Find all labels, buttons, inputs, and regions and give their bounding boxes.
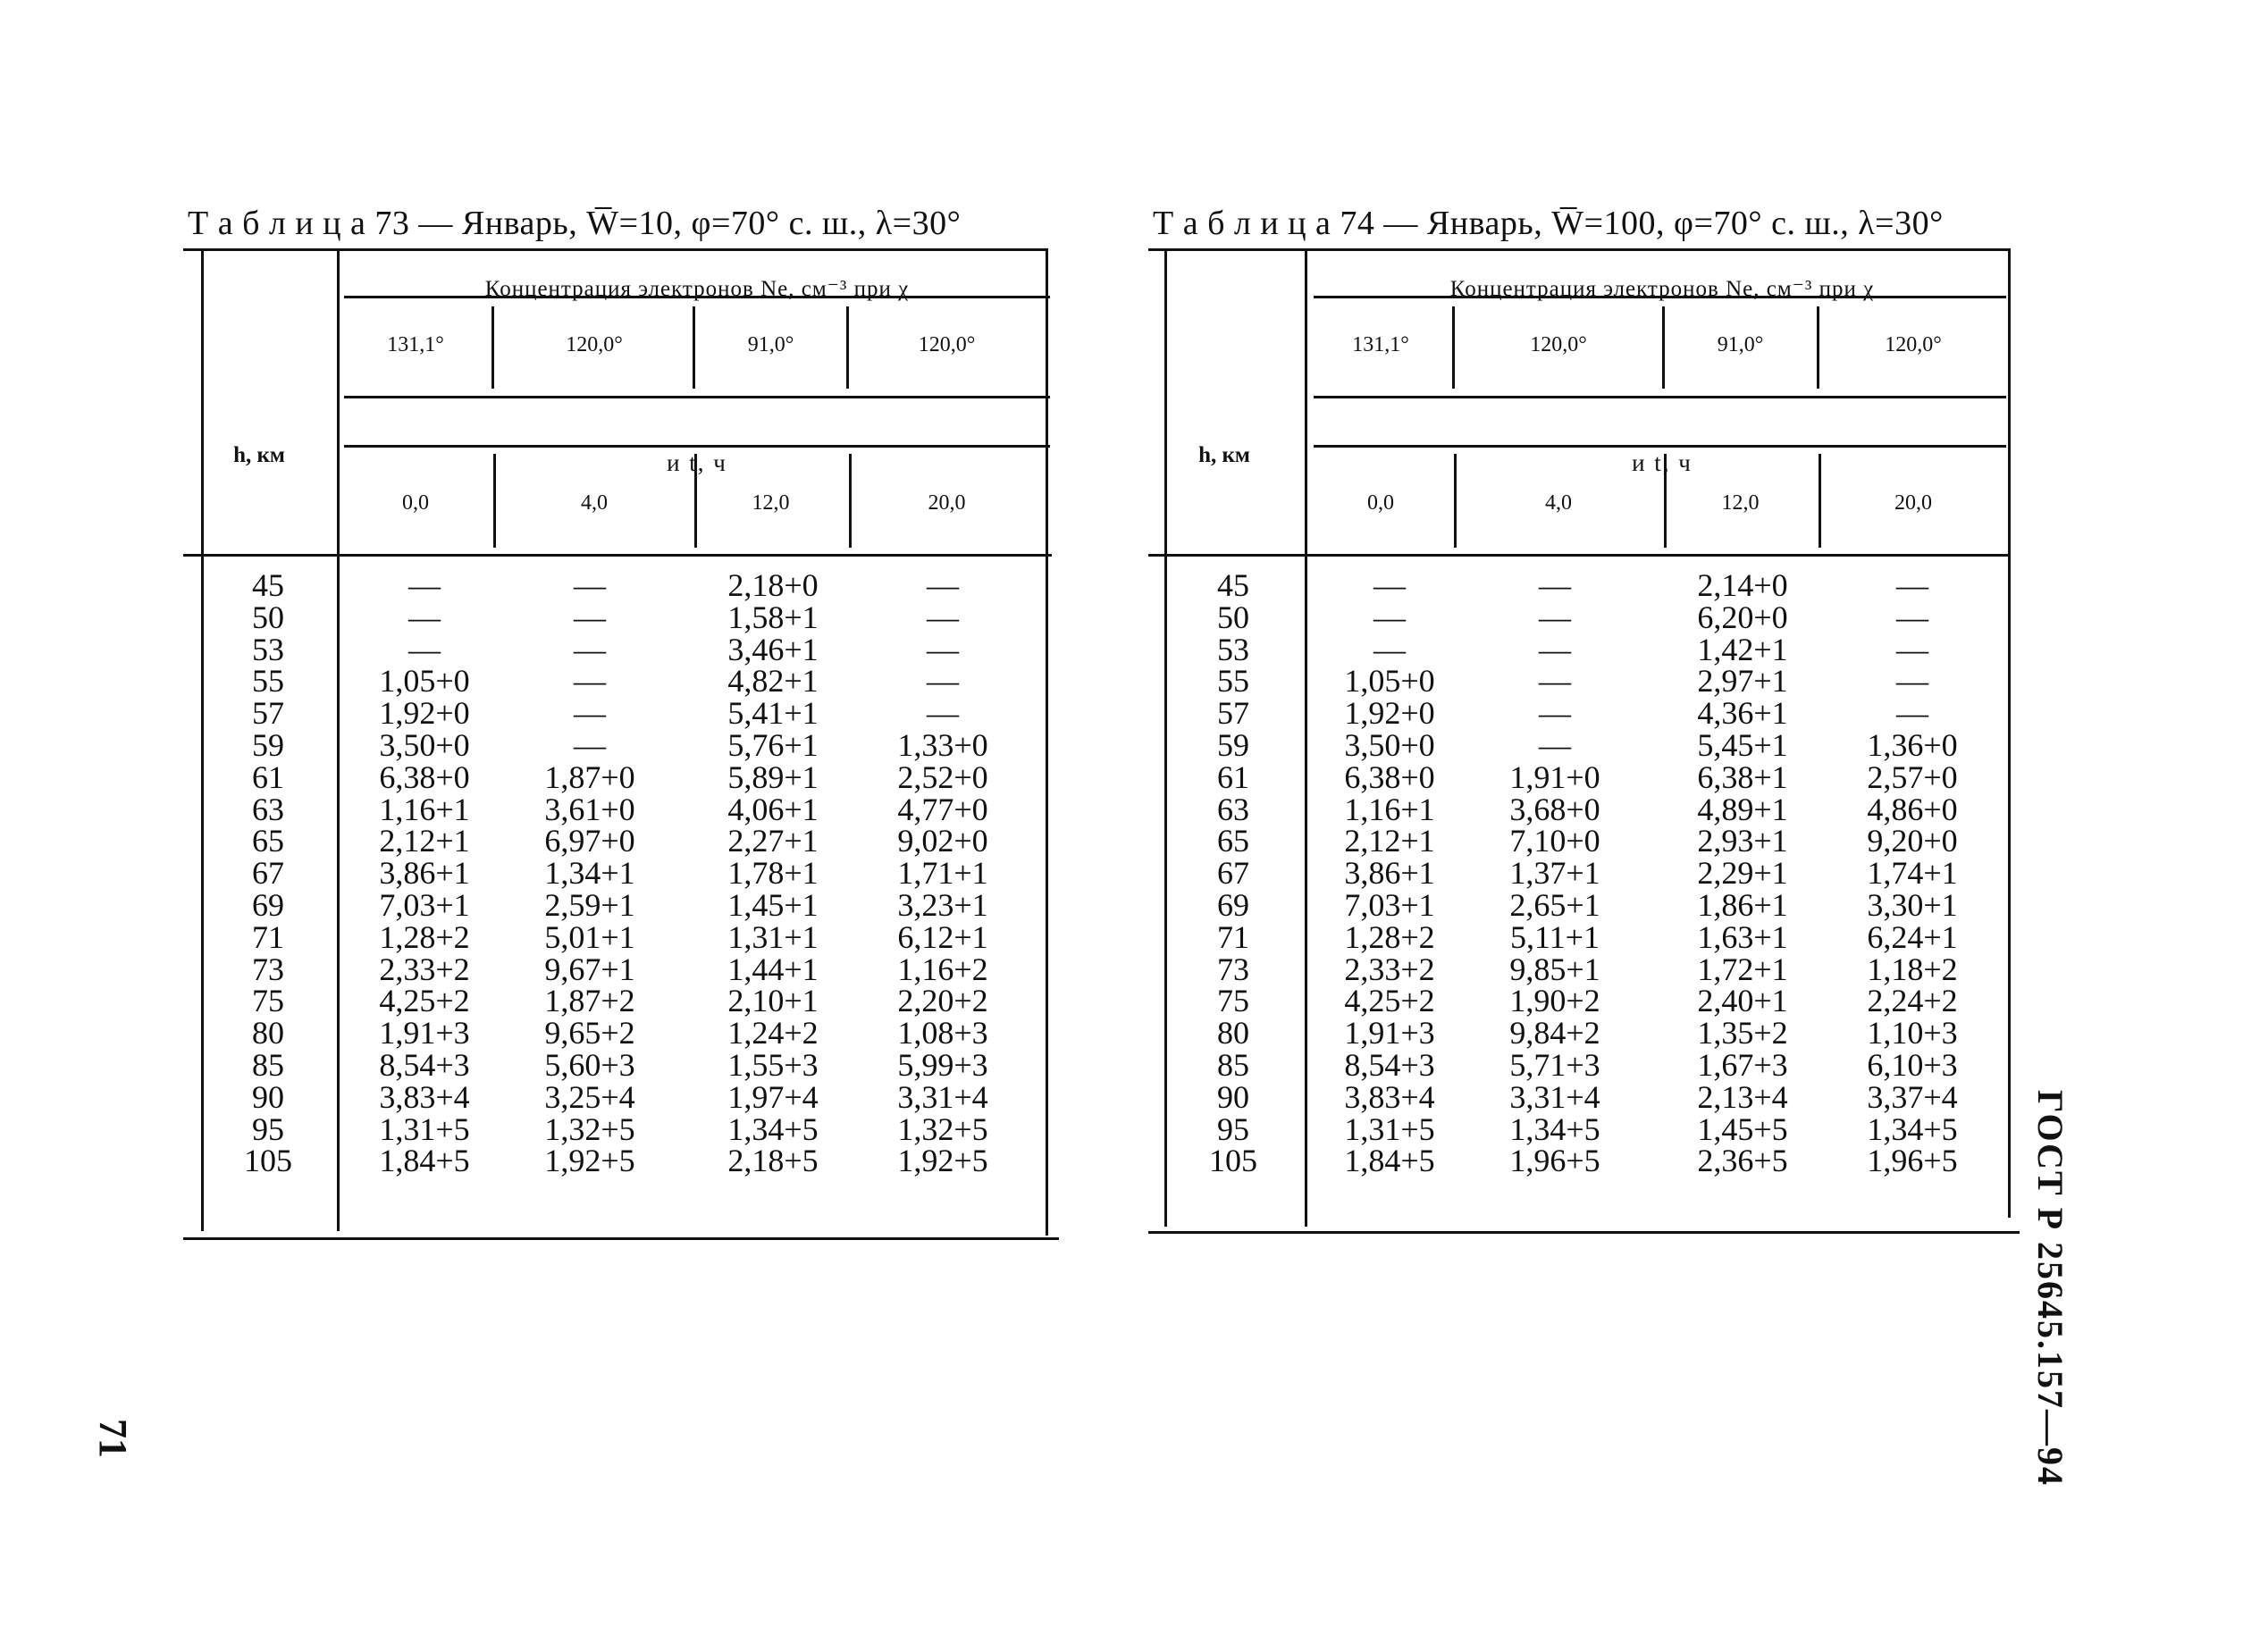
table-cell: 4,36+1: [1697, 695, 1788, 732]
table-cell: 45: [252, 567, 284, 603]
table-cell: 5,01+1: [544, 918, 635, 955]
table-cell: 2,93+1: [1697, 823, 1788, 859]
table-cell: 3,68+0: [1509, 791, 1600, 827]
table-cell: —: [1539, 663, 1571, 700]
table-cell: 3,31+4: [1509, 1078, 1600, 1115]
table-cell: 3,37+4: [1867, 1078, 1958, 1115]
table-cell: 9,65+2: [544, 1015, 635, 1052]
table-cell: 1,63+1: [1697, 918, 1788, 955]
table-cell: 1,24+2: [727, 1015, 819, 1052]
table-cell: 65: [252, 823, 284, 859]
table-cell: 5,99+3: [897, 1046, 988, 1083]
rule: [183, 554, 1052, 557]
time-value: 12,0: [1721, 491, 1760, 515]
time-header: и t, ч: [667, 449, 727, 476]
table-cell: 2,52+0: [897, 758, 988, 795]
table-cell: 1,44+1: [727, 951, 819, 987]
rule: [183, 248, 1046, 251]
table-cell: 63: [1217, 791, 1249, 827]
table-cell: 1,34+5: [727, 1110, 819, 1147]
table-cell: 1,86+1: [1697, 886, 1788, 923]
table-cell: 3,50+0: [379, 726, 470, 763]
table-cell: 1,74+1: [1867, 855, 1958, 892]
table-cell: 1,08+3: [897, 1015, 988, 1052]
table-cell: 3,23+1: [897, 886, 988, 923]
table-cell: 95: [1217, 1110, 1249, 1147]
ne-column: [697, 567, 849, 1179]
ne-column: [1323, 567, 1457, 1179]
rule: [1148, 1231, 2020, 1234]
table-cell: 65: [1217, 823, 1249, 859]
table-cell: —: [408, 567, 441, 603]
table-cell: 5,89+1: [727, 758, 819, 795]
ne-column: [1470, 567, 1640, 1179]
table-cell: 1,31+1: [727, 918, 819, 955]
time-value: 4,0: [1545, 491, 1572, 515]
table-cell: 2,18+0: [727, 567, 819, 603]
table-cell: 6,97+0: [544, 823, 635, 859]
table-cell: 1,28+2: [1344, 918, 1435, 955]
table-cell: 7,03+1: [1344, 886, 1435, 923]
table-cell: 2,40+1: [1697, 983, 1788, 1019]
table-cell: 1,92+0: [379, 695, 470, 732]
table-cell: 1,96+5: [1867, 1143, 1958, 1179]
table-cell: 1,32+5: [897, 1110, 988, 1147]
table-cell: 73: [252, 951, 284, 987]
table-cell: —: [1373, 631, 1406, 667]
table-cell: 3,83+4: [379, 1078, 470, 1115]
table-cell: 8,54+3: [1344, 1046, 1435, 1083]
chi-header: 131,1°: [1352, 333, 1409, 356]
table-cell: 80: [252, 1015, 284, 1052]
table-cell: 1,16+2: [897, 951, 988, 987]
table-cell: 6,38+1: [1697, 758, 1788, 795]
table-cell: 3,86+1: [1344, 855, 1435, 892]
table-cell: 4,86+0: [1867, 791, 1958, 827]
table-cell: 3,25+4: [544, 1078, 635, 1115]
table-cell: 2,12+1: [1344, 823, 1435, 859]
table-cell: 67: [252, 855, 284, 892]
table-cell: 1,35+2: [1697, 1015, 1788, 1052]
table-cell: 4,06+1: [727, 791, 819, 827]
table-cell: 1,92+5: [897, 1143, 988, 1179]
table-cell: 3,30+1: [1867, 886, 1958, 923]
table-cell: 2,29+1: [1697, 855, 1788, 892]
table-cell: 3,61+0: [544, 791, 635, 827]
chi-header: 120,0°: [1530, 333, 1587, 356]
table-cell: 50: [252, 599, 284, 635]
table-cell: 3,86+1: [379, 855, 470, 892]
table-cell: 73: [1217, 951, 1249, 987]
table-cell: 59: [252, 726, 284, 763]
table-cell: 1,18+2: [1867, 951, 1958, 987]
table-cell: —: [1896, 663, 1928, 700]
time-value: 0,0: [402, 491, 429, 515]
rule: [201, 248, 204, 1231]
rule: [337, 248, 340, 1231]
table-cell: —: [408, 599, 441, 635]
rule: [1314, 445, 2006, 448]
table-cell: 90: [1217, 1078, 1249, 1115]
table-cell: 63: [252, 791, 284, 827]
table-cell: 9,84+2: [1509, 1015, 1600, 1052]
rule: [2008, 248, 2011, 1218]
table-cell: 1,45+1: [727, 886, 819, 923]
table-cell: 1,84+5: [1344, 1143, 1435, 1179]
table-cell: 1,97+4: [727, 1078, 819, 1115]
table-cell: 45: [1217, 567, 1249, 603]
rule: [1305, 248, 1307, 1227]
ne-column: [867, 567, 1019, 1179]
table-cell: 4,82+1: [727, 663, 819, 700]
table-cell: 5,45+1: [1697, 726, 1788, 763]
rule: [1817, 306, 1819, 389]
table-cell: 2,20+2: [897, 983, 988, 1019]
table-cell: 1,55+3: [727, 1046, 819, 1083]
table-cell: —: [927, 663, 959, 700]
table-cell: 6,24+1: [1867, 918, 1958, 955]
time-value: 0,0: [1367, 491, 1394, 515]
table-cell: —: [927, 599, 959, 635]
time-value: 4,0: [581, 491, 608, 515]
table-cell: —: [1373, 599, 1406, 635]
concentration-header: Концентрация электронов Ne, см⁻³ при χ: [484, 277, 910, 301]
h-column-header: h, км: [1198, 443, 1250, 467]
table-cell: 6,20+0: [1697, 599, 1788, 635]
table-cell: 1,10+3: [1867, 1015, 1958, 1052]
table-cell: 3,50+0: [1344, 726, 1435, 763]
table-cell: —: [574, 726, 606, 763]
page-number: 71: [91, 1419, 135, 1458]
table-cell: 71: [1217, 918, 1249, 955]
table-cell: —: [1373, 567, 1406, 603]
table-cell: 3,46+1: [727, 631, 819, 667]
time-value: 12,0: [752, 491, 790, 515]
table-cell: 2,59+1: [544, 886, 635, 923]
table-cell: 1,58+1: [727, 599, 819, 635]
table-cell: —: [574, 567, 606, 603]
table-cell: 1,16+1: [1344, 791, 1435, 827]
table-cell: 9,85+1: [1509, 951, 1600, 987]
table-cell: 2,12+1: [379, 823, 470, 859]
table-cell: 5,76+1: [727, 726, 819, 763]
chi-header: 120,0°: [918, 333, 976, 356]
table-cell: 4,25+2: [379, 983, 470, 1019]
table-cell: 57: [252, 695, 284, 732]
table-cell: 1,87+2: [544, 983, 635, 1019]
table-cell: 1,34+1: [544, 855, 635, 892]
table-cell: 1,05+0: [379, 663, 470, 700]
table-cell: 2,13+4: [1697, 1078, 1788, 1115]
table-cell: 61: [1217, 758, 1249, 795]
rule: [1046, 248, 1048, 1236]
ne-column: [357, 567, 491, 1179]
table-cell: 75: [252, 983, 284, 1019]
rule: [1452, 306, 1455, 389]
document-code: ГОСТ Р 25645.157—94: [2030, 1090, 2071, 1487]
table-cell: 1,42+1: [1697, 631, 1788, 667]
rule: [344, 396, 1050, 398]
table-cell: 2,57+0: [1867, 758, 1958, 795]
table-cell: 1,91+0: [1509, 758, 1600, 795]
table-cell: 50: [1217, 599, 1249, 635]
table-cell: 67: [1217, 855, 1249, 892]
chi-header: 91,0°: [747, 333, 794, 356]
table-cell: 7,10+0: [1509, 823, 1600, 859]
table-caption: Т а б л и ц а 74 — Январь, W̅=100, φ=70° с. ш., λ=30°: [1153, 205, 1944, 242]
table-cell: —: [1539, 631, 1571, 667]
table-cell: —: [927, 695, 959, 732]
table-cell: 2,36+5: [1697, 1143, 1788, 1179]
chi-header: 91,0°: [1717, 333, 1764, 356]
table-cell: 55: [252, 663, 284, 700]
table-cell: 1,78+1: [727, 855, 819, 892]
rule: [183, 1237, 1059, 1240]
table-cell: —: [1539, 599, 1571, 635]
table-cell: 1,90+2: [1509, 983, 1600, 1019]
table-cell: 1,67+3: [1697, 1046, 1788, 1083]
table-cell: 1,31+5: [1344, 1110, 1435, 1147]
rule: [1148, 554, 2011, 557]
table-cell: —: [1539, 695, 1571, 732]
table-cell: 1,91+3: [379, 1015, 470, 1052]
table-cell: —: [574, 663, 606, 700]
table-cell: —: [574, 695, 606, 732]
table-cell: 4,25+2: [1344, 983, 1435, 1019]
table-cell: 1,84+5: [379, 1143, 470, 1179]
rule: [1148, 248, 2011, 251]
h-values: [210, 567, 326, 1179]
table-cell: 2,33+2: [1344, 951, 1435, 987]
table-cell: 69: [252, 886, 284, 923]
table-cell: 85: [252, 1046, 284, 1083]
table-cell: 53: [1217, 631, 1249, 667]
table-cell: 80: [1217, 1015, 1249, 1052]
table-cell: 9,20+0: [1867, 823, 1958, 859]
table-cell: 105: [1209, 1143, 1257, 1179]
table-cell: 57: [1217, 695, 1249, 732]
chi-header: 120,0°: [1885, 333, 1942, 356]
table-cell: 6,10+3: [1867, 1046, 1958, 1083]
table-cell: 5,41+1: [727, 695, 819, 732]
h-values: [1175, 567, 1291, 1179]
table-caption: Т а б л и ц а 73 — Январь, W̅=10, φ=70° с. ш., λ=30°: [188, 205, 962, 242]
ne-column: [1667, 567, 1819, 1179]
rule: [1164, 248, 1167, 1227]
table-cell: 1,96+5: [1509, 1143, 1600, 1179]
table-cell: 1,28+2: [379, 918, 470, 955]
table-cell: 1,36+0: [1867, 726, 1958, 763]
table-cell: 2,18+5: [727, 1143, 819, 1179]
table-cell: 6,38+0: [1344, 758, 1435, 795]
table-cell: 2,33+2: [379, 951, 470, 987]
table-cell: 6,12+1: [897, 918, 988, 955]
time-header: и t, ч: [1632, 449, 1693, 476]
table-cell: 3,31+4: [897, 1078, 988, 1115]
table-cell: —: [927, 631, 959, 667]
table-cell: —: [1896, 567, 1928, 603]
table-cell: 69: [1217, 886, 1249, 923]
table-cell: 1,16+1: [379, 791, 470, 827]
table-cell: 1,91+3: [1344, 1015, 1435, 1052]
chi-header: 120,0°: [566, 333, 623, 356]
rule: [846, 306, 849, 389]
rule: [344, 445, 1050, 448]
table-cell: 1,31+5: [379, 1110, 470, 1147]
table-cell: 55: [1217, 663, 1249, 700]
rule: [1314, 396, 2006, 398]
table-cell: 90: [252, 1078, 284, 1115]
table-cell: 2,14+0: [1697, 567, 1788, 603]
table-cell: —: [1539, 567, 1571, 603]
rule: [693, 306, 695, 389]
table-cell: 1,71+1: [897, 855, 988, 892]
table-cell: 2,65+1: [1509, 886, 1600, 923]
table-cell: 1,33+0: [897, 726, 988, 763]
table-cell: 2,27+1: [727, 823, 819, 859]
table-cell: —: [1896, 599, 1928, 635]
table-cell: 105: [244, 1143, 292, 1179]
table-cell: —: [1896, 631, 1928, 667]
time-value: 20,0: [1894, 491, 1932, 515]
table-cell: 7,03+1: [379, 886, 470, 923]
table-cell: 8,54+3: [379, 1046, 470, 1083]
table-cell: 1,87+0: [544, 758, 635, 795]
table-cell: —: [927, 567, 959, 603]
table-cell: —: [574, 599, 606, 635]
table-cell: 1,32+5: [544, 1110, 635, 1147]
table-cell: 1,72+1: [1697, 951, 1788, 987]
table-cell: 5,60+3: [544, 1046, 635, 1083]
table-cell: 71: [252, 918, 284, 955]
table-cell: 2,10+1: [727, 983, 819, 1019]
ne-column: [1836, 567, 1988, 1179]
rule: [491, 306, 494, 389]
table-cell: 85: [1217, 1046, 1249, 1083]
table-cell: 1,92+0: [1344, 695, 1435, 732]
table-cell: 1,37+1: [1509, 855, 1600, 892]
table-cell: —: [1896, 695, 1928, 732]
table-cell: 9,67+1: [544, 951, 635, 987]
ne-column: [505, 567, 675, 1179]
table-cell: 1,34+5: [1509, 1110, 1600, 1147]
table-cell: 5,11+1: [1510, 918, 1600, 955]
table-cell: 4,89+1: [1697, 791, 1788, 827]
table-cell: 59: [1217, 726, 1249, 763]
table-cell: —: [1539, 726, 1571, 763]
table-cell: 4,77+0: [897, 791, 988, 827]
table-cell: 1,45+5: [1697, 1110, 1788, 1147]
h-column-header: h, км: [233, 443, 285, 467]
table-cell: —: [408, 631, 441, 667]
table-cell: 3,83+4: [1344, 1078, 1435, 1115]
table-cell: 95: [252, 1110, 284, 1147]
table-cell: 1,05+0: [1344, 663, 1435, 700]
concentration-header: Концентрация электронов Ne, см⁻³ при χ: [1449, 277, 1875, 301]
table-cell: 2,24+2: [1867, 983, 1958, 1019]
table-cell: 61: [252, 758, 284, 795]
time-value: 20,0: [928, 491, 966, 515]
table-cell: 53: [252, 631, 284, 667]
table-cell: 75: [1217, 983, 1249, 1019]
table-cell: 6,38+0: [379, 758, 470, 795]
table-cell: 1,34+5: [1867, 1110, 1958, 1147]
table-cell: 2,97+1: [1697, 663, 1788, 700]
table-cell: —: [574, 631, 606, 667]
table-cell: 5,71+3: [1509, 1046, 1600, 1083]
table-cell: 1,92+5: [544, 1143, 635, 1179]
table-cell: 9,02+0: [897, 823, 988, 859]
chi-header: 131,1°: [387, 333, 444, 356]
rule: [1662, 306, 1665, 389]
